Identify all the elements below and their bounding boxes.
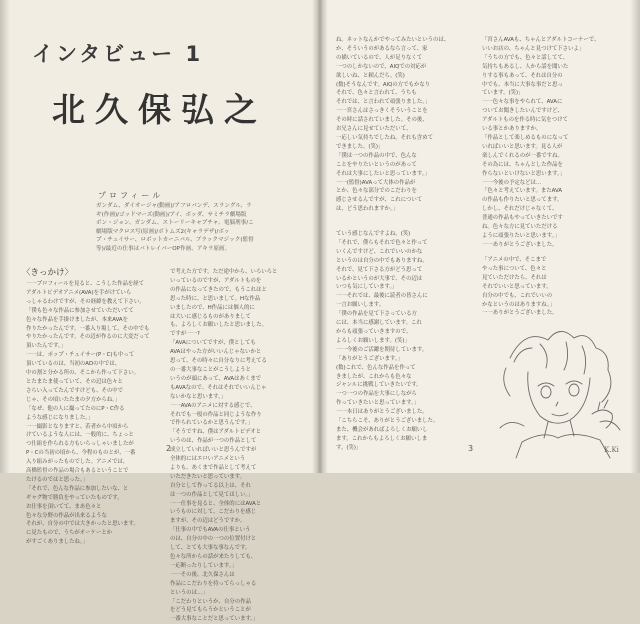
text-line: の作品になってきたので、もうこれはと xyxy=(170,286,267,293)
text-line: 一一今後のご活躍を期待しています。 xyxy=(336,346,428,353)
text-line: いるかというのが大事で、その辺は xyxy=(336,275,423,282)
text-line: つ仕組を作られる方もいらっしゃいましたが xyxy=(26,441,134,448)
text-line: 自分として作ってる以上は、それ xyxy=(170,482,251,489)
text-line: やった事について、色々と xyxy=(482,265,547,272)
text-line: お兄さんに見せていただいて、 xyxy=(336,126,412,133)
text-line: ギャグ物で勝負をやっていたものです。 xyxy=(26,494,123,501)
text-line: 一一ありがとうございました。 xyxy=(482,241,558,248)
text-line: アダルトビデオアニメ(AVA)を手がけていら xyxy=(26,289,132,296)
left-column-1 xyxy=(26,280,156,547)
text-line: きましたが、これからも色々な xyxy=(336,373,412,380)
profile-line: 劇場版マクロス写(原画)/ボトムズ2(キャラデザ)/ボッ xyxy=(96,228,230,235)
text-line: けているような人には、一般的に、ちょっと xyxy=(26,432,134,439)
text-line: やりたかったんです。その辺が作るのに大変だって xyxy=(26,334,150,341)
text-line: 一応断ったりしています。」 xyxy=(170,562,237,569)
text-line: は、どう思われますか。」 xyxy=(336,206,398,213)
text-line: 入り組みがったものでした。アニメでは、 xyxy=(26,459,129,466)
text-line: 「こだわりというか、自分の作品 xyxy=(170,598,251,605)
text-line: というのは自分の中でもありますね。 xyxy=(336,257,428,264)
text-line: かなというのはありますね。」 xyxy=(482,301,555,308)
text-line: 一一ありがとうございました。 xyxy=(482,310,558,317)
text-line: じゃ、その頃いたたまの夕方からね。」 xyxy=(26,396,121,403)
right-column-2 xyxy=(482,36,618,250)
text-line: も、よろしくお願いしたと思いました。 xyxy=(170,322,268,329)
text-line: 思った時に、と思いまして。Hな作品 xyxy=(170,295,261,302)
text-line: ますが、その辺はどうですか。 xyxy=(170,518,246,525)
profile-line: プ・チュイサー、ロボットカーニバル、ブラックマジック(監督 xyxy=(96,237,254,244)
text-line: もAVAなので、それはそれでいいんじゃ xyxy=(170,384,267,391)
text-line: ことをやりたいというのがあって xyxy=(336,161,417,168)
text-line: 楽しんでくれるのが一番ですね。 xyxy=(482,152,563,159)
interviewee-name: 北久保弘之 xyxy=(52,90,267,129)
text-line: 一一AVAのアニメに対する感じで、 xyxy=(170,402,256,409)
text-line: たけるのではと思った。」 xyxy=(26,476,88,483)
right-column-4 xyxy=(482,256,618,326)
text-line: いうのが頭にあって、AVAはあくまで xyxy=(170,375,262,382)
text-line: その時に話されていました。その後、 xyxy=(336,117,428,124)
text-line: で作られているかと思うんです。」 xyxy=(170,420,254,427)
text-line: ような感じになりました。」 xyxy=(26,414,94,421)
text-line: をどう見てもらうかということが xyxy=(170,607,251,614)
text-line: 「ありがとうございます。」 xyxy=(336,355,403,362)
text-line: 全体的にはエロいアニメという xyxy=(170,456,246,463)
text-line: それで、色々と言われて、うちも xyxy=(336,90,417,97)
text-line: 「それで、色んな作品に参加したいな、と xyxy=(26,485,129,492)
text-line: ていう感じなんですよね。(笑) xyxy=(336,231,411,237)
text-line: ね。色々な方に見ていただける xyxy=(482,224,558,231)
text-line: さらい入ってたんですけども、その中で xyxy=(26,387,124,394)
text-line: ですが一一? xyxy=(170,331,200,338)
text-line: 「色々と考えています。またAVA xyxy=(482,188,563,195)
text-line: す。(笑)」 xyxy=(336,444,362,451)
text-line: して、とても大事な事なんです。 xyxy=(170,545,251,552)
right-column-3 xyxy=(336,230,470,453)
text-line: 一一(監督)AVAって大体の作品が xyxy=(336,179,416,186)
text-line: 「僕も色々な作品に参加させていただいてて xyxy=(26,307,134,314)
text-line: 欲しいね、と頼んだら。(笑) xyxy=(336,72,405,79)
text-line: 「AVAについてですが、僕としても xyxy=(170,340,256,347)
text-line: いればいいと思います。見る人が xyxy=(482,143,563,150)
text-line: (数)そうなんです。AIQの方でもかなり xyxy=(336,81,431,88)
text-line: いうのは、作品が一つの作品として xyxy=(170,438,257,445)
text-line: 一つ一つの作品を大事にしながら xyxy=(336,391,417,398)
text-line: いくんですけど、これでいいのかな xyxy=(336,248,423,255)
text-line: 見ていただけたら、それは xyxy=(482,274,547,281)
text-line: 「僕の作品を見て下さっている方 xyxy=(336,311,417,318)
text-line: できました。(笑)」 xyxy=(336,143,384,150)
text-line: 「こちらこそ、ありがとうございました。 xyxy=(336,418,439,425)
text-line: ないかなと思います。」 xyxy=(170,393,227,400)
text-line: 一一撮影となりますと、若者から中頃から xyxy=(26,423,129,430)
text-line: か、そういうのがあるなら言って、家 xyxy=(336,45,428,52)
text-line: それでも一般の作品と同じような作り xyxy=(170,411,262,418)
text-line: 作りたかったんです。一番入り場して、その中でも xyxy=(26,325,150,332)
profile-heading: プロフィール xyxy=(98,191,164,200)
text-line: には、本当に感謝しています。これ xyxy=(336,320,422,327)
profile-line: ボン・ジョン、ガンダム、ストーリーキャプチャ、電脳刑事/こ xyxy=(96,220,254,227)
text-line: 中の割と分かる所の、そこから作って下さい。 xyxy=(26,370,139,377)
text-line: の描いているので、人が足りなくて xyxy=(336,54,423,61)
text-line: 「それで、僕らもそれで色々と作って xyxy=(336,239,428,246)
left-page xyxy=(0,0,318,623)
text-line: ジャンルに挑戦していきたいです。 xyxy=(336,382,422,389)
text-line: 感じさせるんですが、これについて xyxy=(336,197,423,204)
text-line: 一一は、ポップ・チュイサー(P・C)も中って xyxy=(26,352,135,359)
text-line: のは、自分の中の一つの位置付けと xyxy=(170,536,257,543)
text-line: 自分の中でも、これでいいの xyxy=(482,292,553,299)
text-line: P・Cの当初の頃から、今程のものとが、一番 xyxy=(26,450,136,457)
text-line: いっているのですが、アダルトものを xyxy=(170,277,262,284)
text-line: ついてお聞きしたいんですけど、 xyxy=(482,108,563,115)
text-line: からも頑張っていきますので、 xyxy=(336,328,412,335)
text-line: 「アニメの中で、そこまで xyxy=(482,257,547,263)
text-line: いいお店の、ちゃんと見つけて下さいよ」 xyxy=(482,45,585,52)
interview-title: インタビュー 1 xyxy=(32,42,204,66)
text-line: その為には、ちゃんとした作品を xyxy=(482,161,563,168)
text-line: 「仕事の中でもAVAの仕事という xyxy=(170,527,251,534)
text-line: は一つの作品として見てほしい。」 xyxy=(170,491,254,498)
text-line: 「作品として楽しめるものになって xyxy=(482,134,569,141)
text-line: の一番大事なことがこうしようと xyxy=(170,366,251,373)
text-line: しかし、それだけじゃなくて、 xyxy=(482,206,558,213)
text-line: の作品も作りたいと思ってます。 xyxy=(482,197,563,204)
left-column-2 xyxy=(170,268,306,624)
text-line: ます。これからもよろしくお願いしま xyxy=(336,435,428,442)
text-line: りする事もあって、それは自分の xyxy=(482,72,563,79)
text-line: いただきたいと思っています。 xyxy=(170,473,246,480)
illustration-signature: K.Ki xyxy=(604,446,619,454)
text-line: (数)これで、色んな作品を作って xyxy=(336,364,416,371)
text-line: 高橋監督の作品の場合もあるということで xyxy=(26,468,129,475)
text-line: に見たもので、うちがオーケーとか xyxy=(26,530,113,537)
text-line: 「そうですね、僕はアダルトビデオと xyxy=(170,429,262,436)
text-line: 一一プロフィールを見ると、こうした作品を経て xyxy=(26,281,145,287)
text-line: よりも、あくまで作品として考えて xyxy=(170,464,257,471)
profile-line: ギ(作画)/ゴッドマーズ(動画)/アイ、ボッダ、サミチラ劇場版 xyxy=(96,211,247,218)
text-line: ね。ネットなんかでやってみたいというのは、 xyxy=(336,37,450,43)
text-line: いましたので、H作品には個人的に xyxy=(170,304,255,311)
page-number-left: 2 xyxy=(166,444,172,453)
text-line: 作っていきたいと思っています。」 xyxy=(336,400,420,407)
text-line: 頂いたんです。」 xyxy=(26,343,66,350)
text-line: それは大事にしたいと思っています。」 xyxy=(336,170,430,177)
text-line: 「僕は一つの作品の中で、色んな xyxy=(336,152,417,159)
text-line: 色々な分野の作品が出来るような xyxy=(26,512,107,519)
text-line: 成立していればいいと思うんですが xyxy=(170,447,257,454)
text-line: は大いに感じるものがありまして xyxy=(170,313,251,320)
text-line: それが、自分の中では大きかったと思います。 xyxy=(26,521,139,528)
right-column-1 xyxy=(336,36,470,214)
text-line: ように頑張りたいと思います。」 xyxy=(482,232,560,239)
text-line: っしゃるわけですが、その経緯を教えて下さい。 xyxy=(26,298,145,305)
text-line: いる事とかありますか。 xyxy=(482,126,542,133)
text-line: それでいいと思っています。 xyxy=(482,283,552,290)
text-line: いつも気にしています。」 xyxy=(336,284,398,291)
text-line: 「うちの方でも、色々と話してて、 xyxy=(482,54,569,61)
text-line: AVAはやった方がいいんじゃないかと xyxy=(170,349,262,356)
text-line: 思って、その時々に自分なりに考えてる xyxy=(170,358,267,365)
text-line: 一一今後の予定などは… xyxy=(482,179,542,186)
text-line: 中でも、本当に大事な事だと思っ xyxy=(482,81,563,88)
text-line: 作らないといけないと思います。」 xyxy=(482,170,566,177)
text-line: ています。(笑)」 xyxy=(482,90,524,97)
text-line: 頂いているのは、当初のADの中では、 xyxy=(26,361,121,368)
text-line: とか、色々な部分でのこだわりを xyxy=(336,188,417,195)
text-line: 一応しい気持ちでしたね。それも含めて xyxy=(336,134,433,141)
text-line: 一番大事なことだと思っています。」 xyxy=(170,616,259,623)
text-line: よろしくお願いします。(笑)」 xyxy=(336,337,410,344)
text-line: 「なぜ、他の人に撮ってたのにP・C作る xyxy=(26,405,125,412)
text-line: 色々な作品を手掛けましたが、本来AVAを xyxy=(26,316,129,323)
text-line: 「宮さんAVAも、ちゃんとアダルトコーナーで、 xyxy=(482,37,600,43)
page-number-right: 3 xyxy=(468,444,474,453)
text-line: 一言お願いします。 xyxy=(336,302,385,309)
text-line: 普通の作品もやっていきたいです xyxy=(482,215,563,222)
text-line: お仕事を頂いてて、まあ色々と xyxy=(26,503,102,510)
profile-text xyxy=(96,202,304,254)
profile-line: ガンダム、ダイオージャ(動画)/アフロバンデ、スラングル、ラ xyxy=(96,203,252,209)
text-line: とたまたま使っていて、その辺は色々と xyxy=(26,378,123,385)
text-line: 色々な所からの話が来たりしても、 xyxy=(170,554,257,560)
anime-character-illustration xyxy=(470,318,630,458)
text-line: 気持ちもあるし、人から話を聞いた xyxy=(482,63,569,70)
text-line: また、機会があればよろしくお願いし xyxy=(336,426,428,433)
text-line: 一一色々な事をやられて、AVAに xyxy=(482,99,563,106)
text-line: 一一それでは、最後に読者の皆さんに xyxy=(336,293,428,300)
text-line: 一一宮さんはさっきくそういうことを xyxy=(336,108,428,115)
profile-line: 等)/最近の仕事はバトレイバーOP作画、アキラ原画。 xyxy=(96,245,231,252)
text-line: アダルトものを作る時に気をつけて xyxy=(482,117,568,124)
text-line: というのは…」 xyxy=(170,589,208,596)
text-line: 一一その後、北久保さんは xyxy=(170,571,235,578)
text-line: 一一本日はありがとうございました。 xyxy=(336,409,428,416)
text-line: いうものに対して、こだわりを感じ xyxy=(170,509,257,516)
text-line: 作品にこだわりを持ってらっしゃる xyxy=(170,580,257,587)
text-line: それで、見て下さる方がどう思って xyxy=(336,266,423,273)
text-line: で考えた方です。ただ途中から、いろいろと xyxy=(170,269,278,275)
book-gutter xyxy=(312,0,328,473)
text-line: 一つのしかないので、AIQでの対応が xyxy=(336,63,427,70)
section-heading: 〈きっかけ〉 xyxy=(22,268,74,278)
text-line: 一一仕事を見ると、全体的にはAVAと xyxy=(170,500,262,507)
text-line: がすごくありましたね。」 xyxy=(26,539,88,546)
text-line: それでは、と言われて頑張りました。」 xyxy=(336,99,431,106)
